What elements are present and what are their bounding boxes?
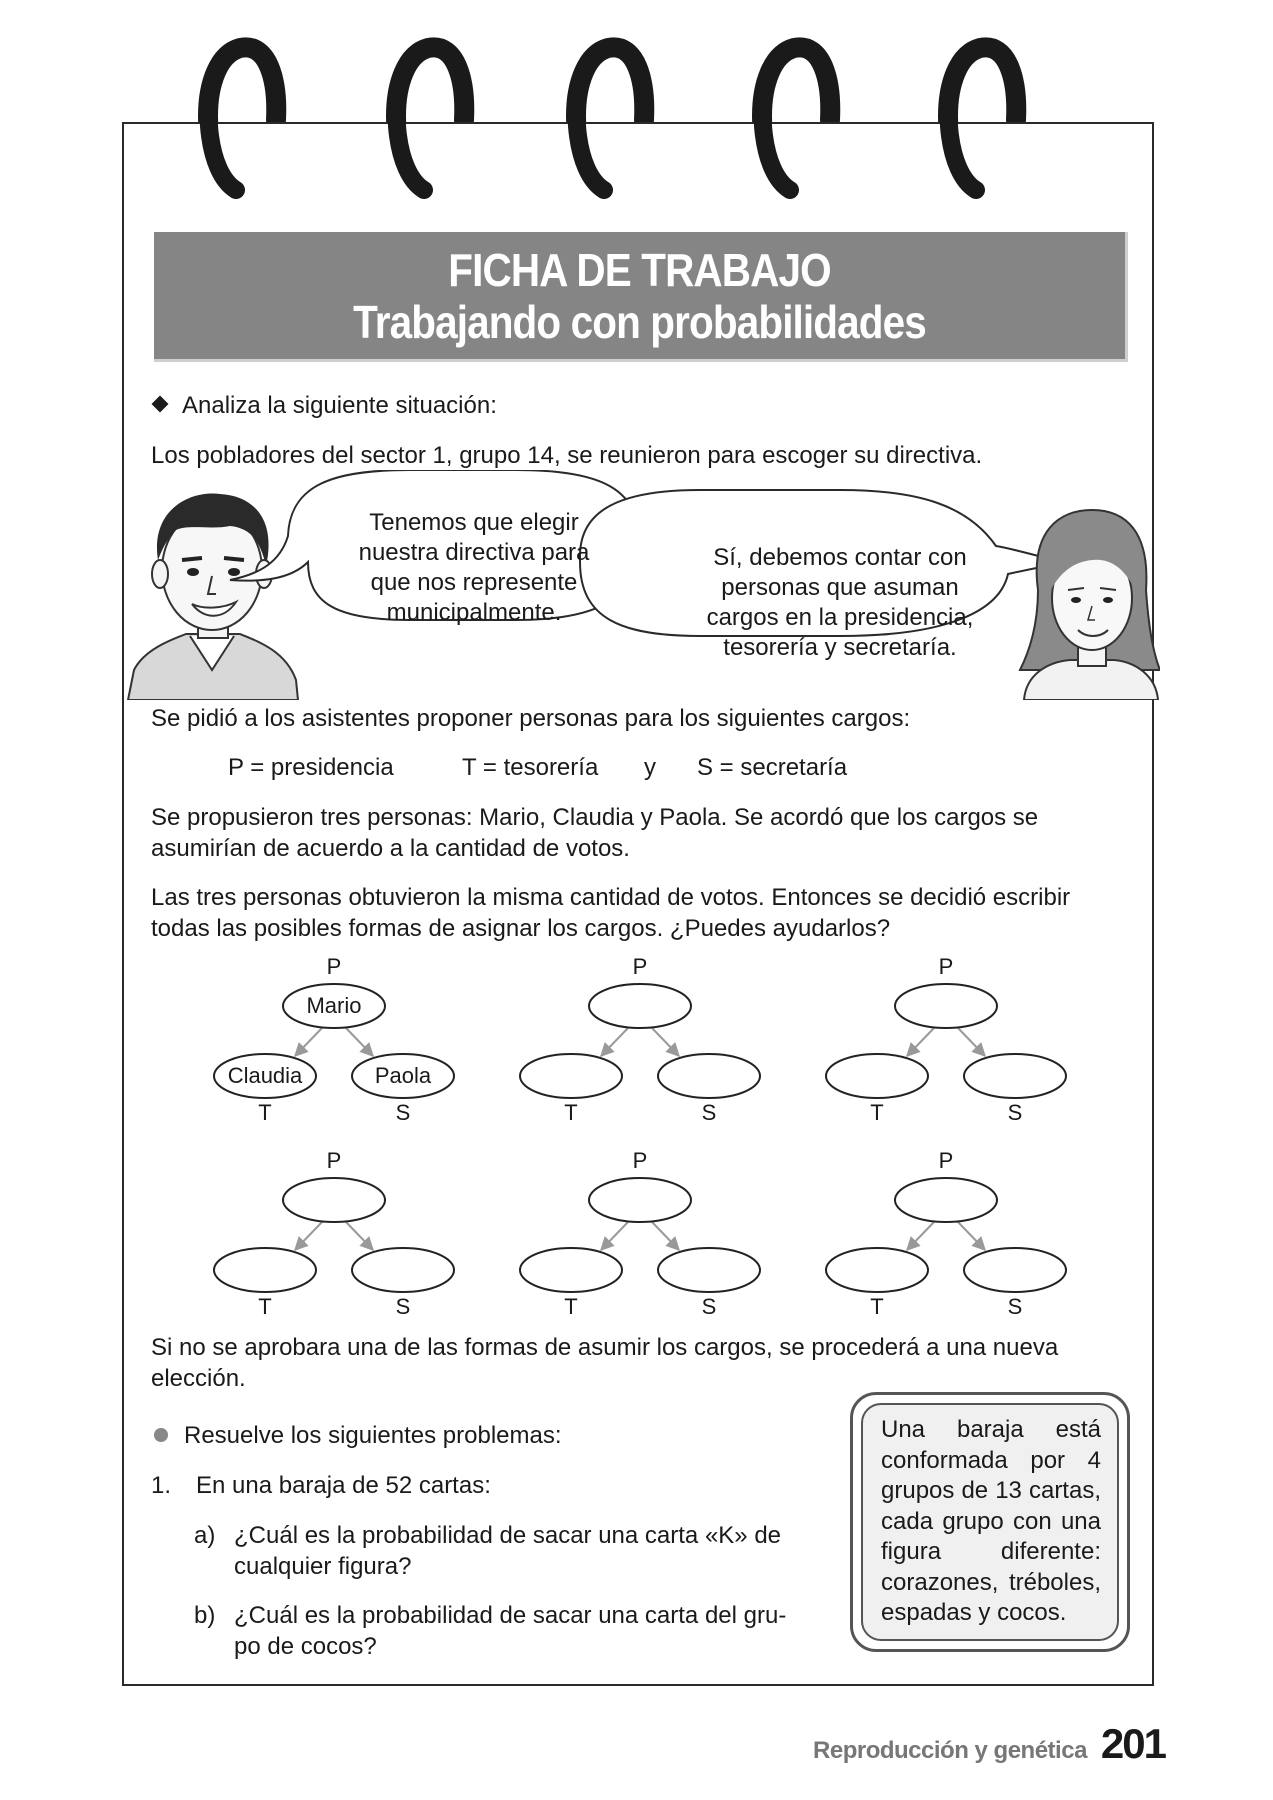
- s-node[interactable]: [658, 1248, 760, 1292]
- tree-diagram: [826, 1178, 1066, 1292]
- closing-line-2: elección.: [151, 1365, 246, 1392]
- p-node[interactable]: [283, 1178, 385, 1222]
- tree-arrow-left: [907, 1222, 934, 1250]
- tree-label-s: S: [701, 1294, 717, 1319]
- tree-arrow-right: [346, 1028, 373, 1056]
- tree-label-t: T: [870, 1294, 884, 1319]
- instruction-analyze: Analiza la siguiente situación:: [154, 390, 497, 421]
- tree-label-s: S: [1007, 1294, 1023, 1319]
- problem-b-label: b): [194, 1602, 216, 1629]
- section-name: Reproducción y genética: [813, 1737, 1087, 1764]
- dot-bullet-icon: [154, 1428, 168, 1442]
- tree-label-p: P: [632, 1148, 648, 1173]
- p-node[interactable]: [589, 984, 691, 1028]
- tree-label-p: P: [326, 1148, 342, 1173]
- t-node[interactable]: [826, 1248, 928, 1292]
- closing-line-1: Si no se aprobara una de las formas de asumir los cargos, se procederá a una nueva: [151, 1334, 1059, 1361]
- page-footer: [0, 1720, 1165, 1768]
- tree-label-p: P: [938, 954, 954, 979]
- context-text: Los pobladores del sector 1, grupo 14, se reunieron para escoger su directiva.: [151, 442, 983, 469]
- tree-arrow-right: [652, 1222, 679, 1250]
- t-node[interactable]: [826, 1054, 928, 1098]
- tree-arrow-left: [601, 1028, 628, 1056]
- tree-label-s: S: [395, 1294, 411, 1319]
- dialogue-line: tesorería y secretaría.: [723, 634, 957, 661]
- tree-label-t: T: [258, 1100, 272, 1125]
- tree-diagram: [520, 984, 760, 1098]
- problem-1-number: 1.: [151, 1472, 172, 1499]
- dialogue-line: que nos represente: [370, 569, 578, 596]
- dialogue-line: Sí, debemos contar con: [713, 544, 967, 571]
- dialogue-line: nuestra directiva para: [358, 539, 590, 566]
- dialogue-line: Tenemos que elegir: [369, 509, 579, 536]
- tree-arrow-left: [907, 1028, 934, 1056]
- proposal-line-2: asumirían de acuerdo a la cantidad de votos.: [151, 835, 630, 862]
- role-tesoreria: T = tesorería: [462, 754, 599, 781]
- p-node[interactable]: [589, 1178, 691, 1222]
- page-number: 201: [1100, 1720, 1165, 1767]
- deck-info-text: Una baraja está conformada por 4 grupos de 13 cartas, cada grupo con una figura diferente: corazones, tréboles, espadas y cocos.: [861, 1403, 1119, 1641]
- tree-arrow-left: [295, 1028, 322, 1056]
- t-node[interactable]: [214, 1248, 316, 1292]
- problem-b-line-1: ¿Cuál es la probabilidad de sacar una carta del gru-: [234, 1602, 787, 1629]
- proposal-line-1: Se propusieron tres personas: Mario, Claudia y Paola. Se acordó que los cargos se: [151, 804, 1039, 831]
- tree-diagram: [520, 1178, 760, 1292]
- tree-label-s: S: [1007, 1100, 1023, 1125]
- problem-a-label: a): [194, 1522, 216, 1549]
- page-title: FICHA DE TRABAJO: [448, 244, 831, 296]
- problem-b-line-2: po de cocos?: [234, 1633, 377, 1660]
- s-node[interactable]: [964, 1054, 1066, 1098]
- tree-label-t: T: [870, 1100, 884, 1125]
- t-node[interactable]: [520, 1054, 622, 1098]
- page-subtitle: Trabajando con probabilidades: [353, 296, 926, 348]
- p-node[interactable]: [895, 984, 997, 1028]
- tree-label-s: S: [701, 1100, 717, 1125]
- s-node[interactable]: [658, 1054, 760, 1098]
- votes-line-1: Las tres personas obtuvieron la misma cantidad de votos. Entonces se decidió escribir: [151, 884, 1071, 911]
- example-t-name: Claudia: [227, 1063, 303, 1088]
- problem-a-line-1: ¿Cuál es la probabilidad de sacar una carta «K» de: [234, 1522, 782, 1549]
- request-text: Se pidió a los asistentes proponer personas para los siguientes cargos:: [151, 705, 911, 732]
- problem-1-text: En una baraja de 52 cartas:: [196, 1472, 491, 1499]
- role-connector: y: [644, 754, 656, 781]
- tree-label-t: T: [564, 1294, 578, 1319]
- s-node[interactable]: [352, 1248, 454, 1292]
- tree-arrow-left: [601, 1222, 628, 1250]
- tree-arrow-right: [958, 1222, 985, 1250]
- tree-arrow-right: [652, 1028, 679, 1056]
- tree-arrow-right: [346, 1222, 373, 1250]
- problem-a-line-2: cualquier figura?: [234, 1553, 412, 1580]
- votes-line-2: todas las posibles formas de asignar los cargos. ¿Puedes ayudarlos?: [151, 915, 891, 942]
- deck-info-box: [850, 1392, 1130, 1652]
- dialogue-line: municipalmente.: [386, 599, 562, 626]
- problems-instruction: Resuelve los siguientes problemas:: [154, 1420, 562, 1451]
- tree-label-p: P: [938, 1148, 954, 1173]
- tree-diagram: [214, 1178, 454, 1292]
- role-secretaria: S = secretaría: [697, 754, 848, 781]
- tree-diagram: [826, 984, 1066, 1098]
- tree-label-p: P: [326, 954, 342, 979]
- tree-label-s: S: [395, 1100, 411, 1125]
- tree-label-p: P: [632, 954, 648, 979]
- tree-arrow-right: [958, 1028, 985, 1056]
- example-s-name: Paola: [374, 1063, 432, 1088]
- t-node[interactable]: [520, 1248, 622, 1292]
- s-node[interactable]: [964, 1248, 1066, 1292]
- example-p-name: Mario: [306, 993, 362, 1018]
- p-node[interactable]: [895, 1178, 997, 1222]
- tree-arrow-left: [295, 1222, 322, 1250]
- dialogue-line: personas que asuman: [721, 574, 959, 601]
- tree-label-t: T: [564, 1100, 578, 1125]
- tree-label-t: T: [258, 1294, 272, 1319]
- dialogue-line: cargos en la presidencia,: [706, 604, 974, 631]
- role-presidencia: P = presidencia: [228, 754, 394, 781]
